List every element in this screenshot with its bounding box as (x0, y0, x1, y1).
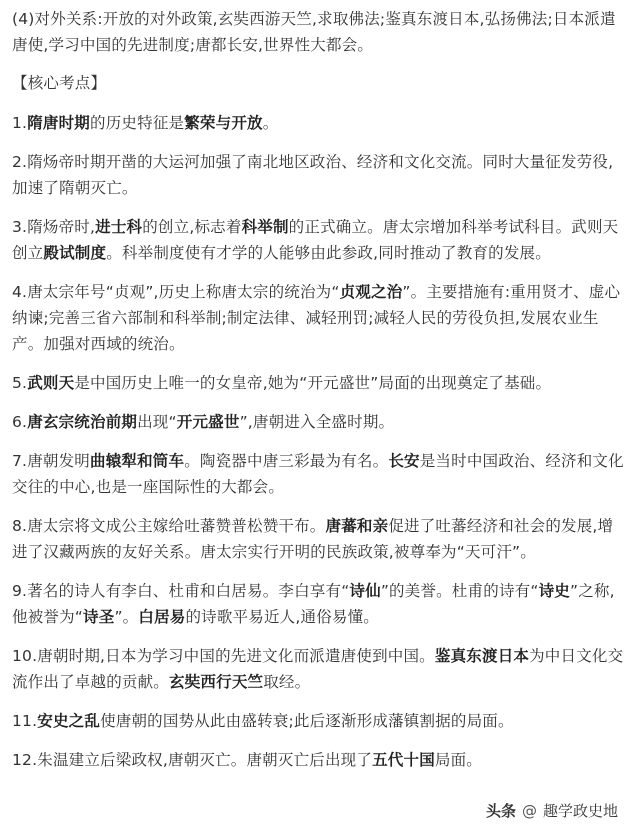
point-8: 8.唐太宗将文成公主嫁给吐蕃赞普松赞干布。唐蕃和亲促进了吐蕃经济和社会的发展,增进了汉藏两族的友好关系。唐太宗实行开明的民族政策,被尊奉为“天可汗”。 (12, 517, 614, 561)
watermark-brand: 头条 (485, 802, 516, 820)
watermark-account: 趣学政史地 (542, 802, 618, 820)
point-3: 3.隋炀帝时,进士科的创立,标志着科举制的正式确立。唐太宗增加科举考试科目。武则天创立殿试制度。科举制度使有才学的人能够由此参政,同时推动了教育的发展。 (12, 218, 619, 262)
point-1: 1.隋唐时期的历史特征是繁荣与开放。 (12, 114, 279, 132)
intro-text: (4)对外关系:开放的对外政策,玄奘西游天竺,求取佛法;鉴真东渡日本,弘扬佛法;日本派遣唐使,学习中国的先进制度;唐都长安,世界性大都会。 (12, 10, 616, 54)
point-9: 9.著名的诗人有李白、杜甫和白居易。李白享有“诗仙”的美誉。杜甫的诗有“诗史”之称,他被誉为“诗圣”。白居易的诗歌平易近人,通俗易懂。 (12, 582, 615, 626)
source-watermark (482, 798, 622, 823)
point-12: 12.朱温建立后梁政权,唐朝灭亡。唐朝灭亡后出现了五代十国局面。 (12, 751, 483, 769)
point-2: 2.隋炀帝时期开凿的大运河加强了南北地区政治、经济和文化交流。同时大量征发劳役,加速了隋朝灭亡。 (12, 153, 614, 197)
point-7: 7.唐朝发明曲辕犁和筒车。陶瓷器中唐三彩最为有名。长安是当时中国政治、经济和文化交往的中心,也是一座国际性的大都会。 (12, 452, 624, 496)
article-body (12, 6, 624, 786)
watermark-separator: @ (521, 801, 537, 820)
section-heading: 【核心考点】 (12, 74, 107, 92)
point-11: 11.安史之乱使唐朝的国势从此由盛转衰;此后逐渐形成藩镇割据的局面。 (12, 712, 514, 730)
point-4: 4.唐太宗年号“贞观”,历史上称唐太宗的统治为“贞观之治”。主要措施有:重用贤才、虚心纳谏;完善三省六部制和科举制;制定法律、减轻刑罚;减轻人民的劳役负担,发展农业生产。加强对西域的统治。 (12, 283, 621, 353)
point-6: 6.唐玄宗统治前期出现“开元盛世”,唐朝进入全盛时期。 (12, 413, 395, 431)
intro-paragraph (12, 6, 624, 58)
point-5: 5.武则天是中国历史上唯一的女皇帝,她为“开元盛世”局面的出现奠定了基础。 (12, 374, 552, 392)
point-10: 10.唐朝时期,日本为学习中国的先进文化而派遣唐使到中国。鉴真东渡日本为中日文化交流作出了卓越的贡献。玄奘西行天竺取经。 (12, 647, 624, 691)
